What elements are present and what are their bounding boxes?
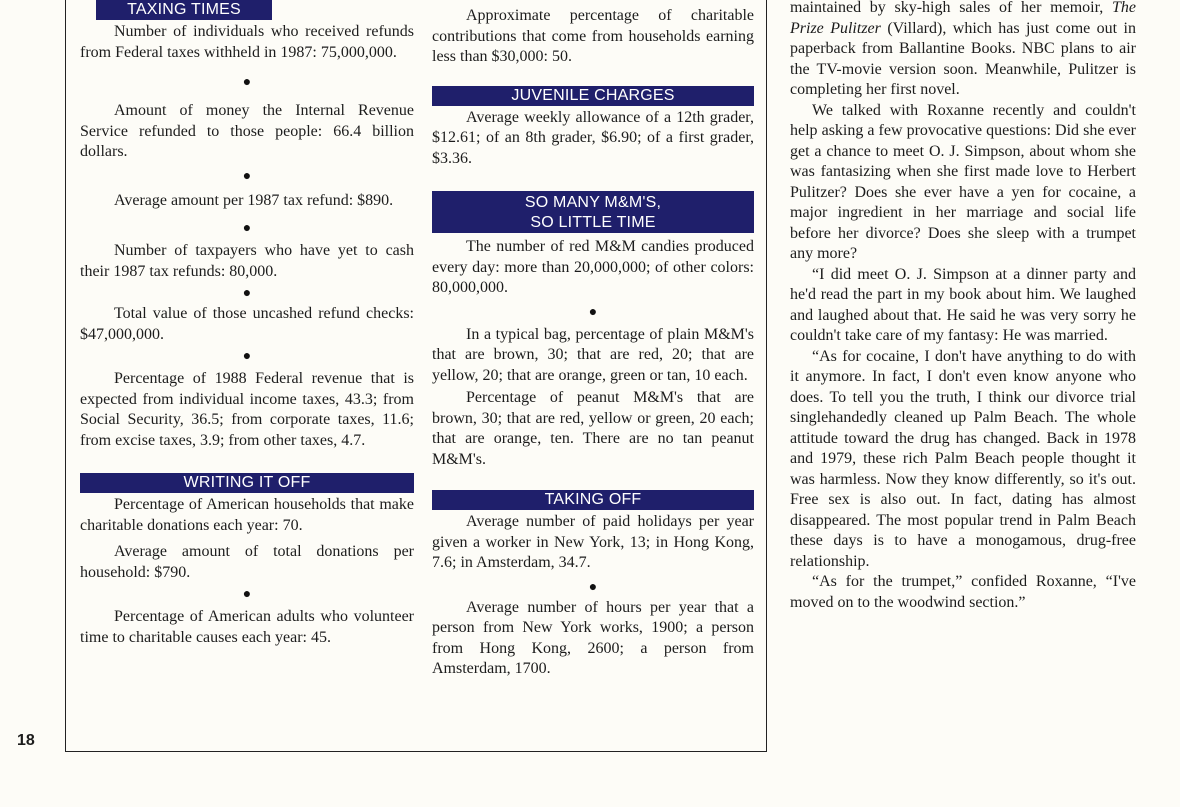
bullet-dot: ● [588, 579, 598, 595]
juvenile-item-1: Average weekly allowance of a 12th grader, $12.61; of an 8th grader, $6.90; of a first grader, $3.36. [432, 108, 754, 167]
article-paragraph-3: “I did meet O. J. Simpson at a dinner party and he'd read the part in my book about him. We laughed and laughed about that. He said he was very sorry he couldn't take care of my fantasy: He was married. [790, 265, 1136, 344]
middle-column [432, 0, 754, 680]
frame-right-rule [766, 0, 767, 752]
left-column [80, 0, 414, 648]
taxing-item-4: Number of taxpayers who have yet to cash their 1987 tax refunds: 80,000. [80, 242, 414, 280]
frame-bottom-rule [65, 751, 767, 752]
taxing-item-5: Total value of those uncashed refund checks: $47,000,000. [80, 305, 414, 343]
bullet-dot: ● [588, 304, 598, 320]
mms-item-1: The number of red M&M candies produced every day: more than 20,000,000; of other colors: 80,000,000. [432, 238, 754, 296]
taxing-item-2: Amount of money the Internal Revenue Service refunded to those people: 66.4 billion dollars. [80, 102, 414, 160]
bullet-dot: ● [242, 221, 252, 236]
taxing-times-header: TAXING TIMES [96, 0, 272, 20]
taxing-item-3: Average amount per 1987 tax refund: $890. [114, 191, 394, 209]
bullet-dot: ● [242, 286, 252, 301]
article-paragraph-2: We talked with Roxanne recently and couldn't help asking a few provocative questions: Did she ever get a chance to meet O. J. Simpson, about whom she was fantasizing when she first made love to Herbert Pulitzer? Does she ever have a yen for cocaine, a major ingredient in her marriage and social life before her divorce? Does she sleep with a trumpet any more? [790, 101, 1136, 262]
taxing-item-1: Number of individuals who received refunds from Federal taxes withheld in 1987: 75,000,000. [80, 23, 414, 61]
mms-header [432, 191, 754, 233]
bullet-dot: ● [242, 587, 252, 602]
page-number: 18 [17, 732, 35, 749]
juvenile-charges-header: JUVENILE CHARGES [432, 86, 754, 106]
article-paragraph-1: maintained by sky-high sales of her memoir, The Prize Pulitzer (Villard), which has just come out in paperback from Ballantine Books. NBC plans to air the TV-movie version soon. Meanwhile, Pulitzer is completing her first novel. [790, 0, 1137, 98]
writing-item-1: Percentage of American households that make charitable donations each year: 70. [80, 496, 414, 534]
mms-item-3: Percentage of peanut M&M's that are brown, 30; that are red, yellow or green, 20 each; that are orange, ten. There are no tan peanut M&M's. [432, 389, 754, 468]
article-paragraph-5: “As for the trumpet,” confided Roxanne, “I've moved on to the woodwind section.” [790, 573, 1136, 611]
article-paragraph-4: “As for cocaine, I don't have anything to do with it anymore. In fact, I don't even know anyone who does. To tell you the truth, I think our divorce trial singlehandedly cleaned up Palm Beach. The whole attitude toward the drug has changed. Back in 1978 and 1979, these rich Palm Beach people thought it was harmless. Now they know differently, so it's out. Free sex is also out. In fact, dating has almost disappeared. The most popular trend in Palm Beach these days is to have a monogamous, drug-free relationship. [790, 347, 1136, 570]
writing-item-2: Average amount of total donations per household: $790. [80, 543, 414, 581]
frame-left-rule [65, 0, 66, 752]
charity-item-4: Approximate percentage of charitable contributions that come from households earning less than $30,000: 50. [432, 7, 754, 65]
writing-it-off-header: WRITING IT OFF [80, 473, 414, 493]
right-column [790, 0, 1136, 613]
taxing-item-6: Percentage of 1988 Federal revenue that is expected from individual income taxes, 43.3; from Social Security, 36.5; from corporate taxes, 11.6; from excise taxes, 3.9; from other taxes, 4.7. [80, 370, 414, 449]
bullet-dot: ● [242, 75, 252, 90]
taking-item-1: Average number of paid holidays per year given a worker in New York, 13; in Hong Kong, 7.6; in Amsterdam, 34.7. [432, 513, 754, 571]
taking-item-2: Average number of hours per year that a person from New York works, 1900; a person from Hong Kong, 2600; a person from Amsterdam, 1700. [432, 598, 754, 677]
bullet-dot: ● [242, 168, 252, 184]
writing-item-3: Percentage of American adults who volunteer time to charitable causes each year: 45. [80, 608, 414, 646]
taking-off-header: TAKING OFF [432, 490, 754, 510]
bullet-dot: ● [242, 349, 252, 364]
mms-header-line-1: SO MANY M&M'S, [524, 194, 662, 211]
mms-header-line-2: SO LITTLE TIME [530, 214, 656, 231]
mms-item-2: In a typical bag, percentage of plain M&M's that are brown, 30; that are red, 20; that are yellow, 20; that are orange, green or tan, 10 each. [432, 325, 754, 384]
book-title: The Prize Pulitzer [790, 0, 1136, 37]
